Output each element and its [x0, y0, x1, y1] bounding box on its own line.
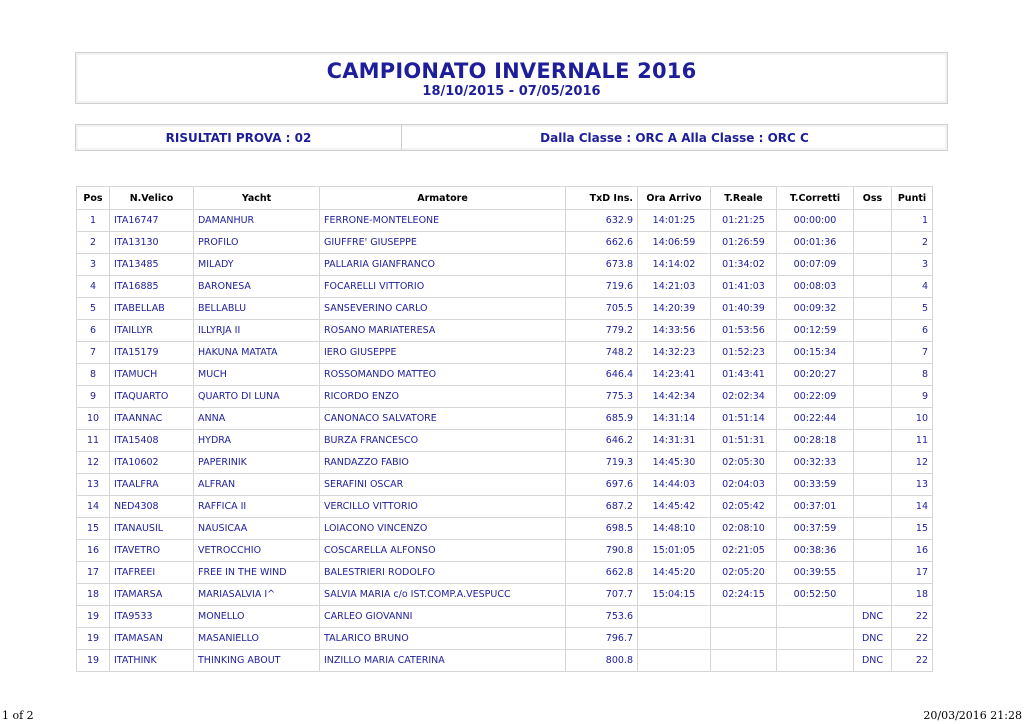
cell-notes [854, 408, 892, 430]
cell-txd: 632.9 [566, 210, 638, 232]
cell-corrected: 00:09:32 [777, 298, 854, 320]
cell-owner: IERO GIUSEPPE [320, 342, 566, 364]
table-row [77, 474, 933, 496]
cell-real-time: 02:05:30 [711, 452, 777, 474]
table-row [77, 496, 933, 518]
cell-txd: 719.3 [566, 452, 638, 474]
cell-txd: 698.5 [566, 518, 638, 540]
cell-real-time: 02:21:05 [711, 540, 777, 562]
cell-owner: COSCARELLA ALFONSO [320, 540, 566, 562]
cell-owner: ROSSOMANDO MATTEO [320, 364, 566, 386]
cell-sail-number: ITAQUARTO [110, 386, 194, 408]
cell-corrected: 00:08:03 [777, 276, 854, 298]
cell-points: 5 [892, 298, 933, 320]
table-row [77, 452, 933, 474]
cell-pos: 19 [77, 606, 110, 628]
cell-arrival: 14:45:30 [638, 452, 711, 474]
col-header-real-time: T.Reale [711, 187, 777, 210]
table-row [77, 650, 933, 672]
cell-txd: 673.8 [566, 254, 638, 276]
col-header-sail-number: N.Velico [110, 187, 194, 210]
cell-pos: 3 [77, 254, 110, 276]
info-box [75, 124, 948, 151]
cell-real-time [711, 628, 777, 650]
cell-sail-number: ITA15408 [110, 430, 194, 452]
col-header-points: Punti [892, 187, 933, 210]
cell-owner: TALARICO BRUNO [320, 628, 566, 650]
cell-yacht: VETROCCHIO [194, 540, 320, 562]
cell-points: 3 [892, 254, 933, 276]
cell-txd: 753.6 [566, 606, 638, 628]
cell-real-time: 02:05:42 [711, 496, 777, 518]
cell-txd: 662.6 [566, 232, 638, 254]
cell-arrival: 15:04:15 [638, 584, 711, 606]
cell-points: 17 [892, 562, 933, 584]
cell-points: 15 [892, 518, 933, 540]
cell-corrected: 00:22:44 [777, 408, 854, 430]
col-header-arrival: Ora Arrivo [638, 187, 711, 210]
cell-points: 14 [892, 496, 933, 518]
cell-pos: 9 [77, 386, 110, 408]
cell-txd: 800.8 [566, 650, 638, 672]
cell-notes [854, 320, 892, 342]
race-result-label: RISULTATI PROVA : 02 [76, 125, 402, 150]
cell-arrival: 14:33:56 [638, 320, 711, 342]
cell-notes [854, 210, 892, 232]
cell-notes [854, 298, 892, 320]
cell-corrected: 00:39:55 [777, 562, 854, 584]
cell-sail-number: ITANAUSIL [110, 518, 194, 540]
cell-corrected: 00:20:27 [777, 364, 854, 386]
cell-yacht: HYDRA [194, 430, 320, 452]
cell-owner: BALESTRIERI RODOLFO [320, 562, 566, 584]
cell-notes [854, 232, 892, 254]
cell-sail-number: ITAANNAC [110, 408, 194, 430]
cell-points: 11 [892, 430, 933, 452]
cell-pos: 18 [77, 584, 110, 606]
cell-owner: CANONACO SALVATORE [320, 408, 566, 430]
cell-yacht: THINKING ABOUT [194, 650, 320, 672]
cell-notes: DNC [854, 606, 892, 628]
cell-arrival: 14:44:03 [638, 474, 711, 496]
col-header-yacht: Yacht [194, 187, 320, 210]
cell-notes [854, 474, 892, 496]
cell-corrected: 00:22:09 [777, 386, 854, 408]
cell-yacht: RAFFICA II [194, 496, 320, 518]
cell-notes [854, 518, 892, 540]
col-header-owner: Armatore [320, 187, 566, 210]
cell-points: 2 [892, 232, 933, 254]
table-row [77, 540, 933, 562]
cell-txd: 685.9 [566, 408, 638, 430]
cell-real-time [711, 606, 777, 628]
cell-points: 4 [892, 276, 933, 298]
table-header-row [77, 187, 933, 210]
cell-arrival: 14:31:14 [638, 408, 711, 430]
cell-corrected [777, 650, 854, 672]
cell-sail-number: ITA13485 [110, 254, 194, 276]
cell-arrival [638, 650, 711, 672]
cell-arrival: 14:23:41 [638, 364, 711, 386]
cell-sail-number: NED4308 [110, 496, 194, 518]
cell-real-time: 01:40:39 [711, 298, 777, 320]
cell-owner: FOCARELLI VITTORIO [320, 276, 566, 298]
col-header-pos: Pos [77, 187, 110, 210]
table-row [77, 430, 933, 452]
cell-notes [854, 496, 892, 518]
cell-yacht: QUARTO DI LUNA [194, 386, 320, 408]
cell-pos: 5 [77, 298, 110, 320]
cell-owner: INZILLO MARIA CATERINA [320, 650, 566, 672]
cell-pos: 8 [77, 364, 110, 386]
cell-owner: RANDAZZO FABIO [320, 452, 566, 474]
cell-points: 22 [892, 606, 933, 628]
cell-real-time: 01:52:23 [711, 342, 777, 364]
cell-corrected: 00:00:00 [777, 210, 854, 232]
cell-points: 10 [892, 408, 933, 430]
cell-corrected: 00:12:59 [777, 320, 854, 342]
cell-sail-number: ITATHINK [110, 650, 194, 672]
cell-owner: RICORDO ENZO [320, 386, 566, 408]
cell-points: 13 [892, 474, 933, 496]
cell-txd: 790.8 [566, 540, 638, 562]
cell-real-time: 01:41:03 [711, 276, 777, 298]
cell-notes [854, 452, 892, 474]
cell-yacht: MUCH [194, 364, 320, 386]
cell-yacht: ANNA [194, 408, 320, 430]
cell-corrected: 00:32:33 [777, 452, 854, 474]
cell-txd: 697.6 [566, 474, 638, 496]
cell-notes [854, 562, 892, 584]
table-row [77, 518, 933, 540]
cell-real-time: 02:02:34 [711, 386, 777, 408]
cell-sail-number: ITA16885 [110, 276, 194, 298]
cell-corrected [777, 628, 854, 650]
cell-arrival: 15:01:05 [638, 540, 711, 562]
cell-yacht: PROFILO [194, 232, 320, 254]
cell-pos: 19 [77, 650, 110, 672]
cell-pos: 13 [77, 474, 110, 496]
cell-arrival: 14:45:42 [638, 496, 711, 518]
cell-pos: 17 [77, 562, 110, 584]
cell-sail-number: ITA13130 [110, 232, 194, 254]
col-header-txd: TxD Ins. [566, 187, 638, 210]
cell-pos: 15 [77, 518, 110, 540]
results-body [77, 210, 933, 672]
cell-real-time: 02:08:10 [711, 518, 777, 540]
cell-real-time: 01:34:02 [711, 254, 777, 276]
table-row [77, 628, 933, 650]
cell-points: 22 [892, 650, 933, 672]
date-range: 18/10/2015 - 07/05/2016 [422, 84, 601, 99]
cell-arrival: 14:14:02 [638, 254, 711, 276]
cell-pos: 4 [77, 276, 110, 298]
cell-corrected: 00:37:01 [777, 496, 854, 518]
cell-real-time: 02:24:15 [711, 584, 777, 606]
cell-txd: 687.2 [566, 496, 638, 518]
cell-corrected: 00:33:59 [777, 474, 854, 496]
table-row [77, 298, 933, 320]
cell-yacht: MARIASALVIA I^ [194, 584, 320, 606]
cell-sail-number: ITAMUCH [110, 364, 194, 386]
cell-owner: SANSEVERINO CARLO [320, 298, 566, 320]
cell-real-time: 01:53:56 [711, 320, 777, 342]
cell-owner: ROSANO MARIATERESA [320, 320, 566, 342]
cell-txd: 646.4 [566, 364, 638, 386]
cell-pos: 7 [77, 342, 110, 364]
table-row [77, 276, 933, 298]
cell-txd: 779.2 [566, 320, 638, 342]
cell-txd: 719.6 [566, 276, 638, 298]
cell-notes [854, 276, 892, 298]
cell-arrival: 14:20:39 [638, 298, 711, 320]
cell-txd: 705.5 [566, 298, 638, 320]
table-row [77, 320, 933, 342]
cell-arrival [638, 606, 711, 628]
cell-sail-number: ITA15179 [110, 342, 194, 364]
cell-txd: 775.3 [566, 386, 638, 408]
cell-txd: 662.8 [566, 562, 638, 584]
cell-notes [854, 430, 892, 452]
table-row [77, 232, 933, 254]
cell-notes [854, 386, 892, 408]
cell-yacht: MONELLO [194, 606, 320, 628]
header-box [75, 52, 948, 104]
cell-arrival: 14:21:03 [638, 276, 711, 298]
cell-real-time: 01:21:25 [711, 210, 777, 232]
cell-sail-number: ITA10602 [110, 452, 194, 474]
table-row [77, 386, 933, 408]
cell-yacht: NAUSICAA [194, 518, 320, 540]
table-row [77, 408, 933, 430]
cell-points: 8 [892, 364, 933, 386]
cell-arrival: 14:31:31 [638, 430, 711, 452]
cell-corrected [777, 606, 854, 628]
cell-pos: 1 [77, 210, 110, 232]
print-timestamp: 20/03/2016 21:28 [923, 709, 1022, 722]
table-row [77, 584, 933, 606]
cell-points: 18 [892, 584, 933, 606]
cell-real-time: 01:51:14 [711, 408, 777, 430]
cell-txd: 796.7 [566, 628, 638, 650]
cell-points: 7 [892, 342, 933, 364]
page-counter: 1 of 2 [2, 709, 34, 722]
cell-real-time: 01:51:31 [711, 430, 777, 452]
cell-pos: 11 [77, 430, 110, 452]
cell-yacht: ALFRAN [194, 474, 320, 496]
cell-yacht: MILADY [194, 254, 320, 276]
cell-arrival: 14:45:20 [638, 562, 711, 584]
cell-real-time: 02:05:20 [711, 562, 777, 584]
cell-points: 1 [892, 210, 933, 232]
cell-corrected: 00:37:59 [777, 518, 854, 540]
cell-sail-number: ITAALFRA [110, 474, 194, 496]
cell-pos: 10 [77, 408, 110, 430]
cell-sail-number: ITAILLYR [110, 320, 194, 342]
cell-txd: 646.2 [566, 430, 638, 452]
results-table [76, 186, 933, 672]
cell-real-time: 01:26:59 [711, 232, 777, 254]
cell-corrected: 00:28:18 [777, 430, 854, 452]
cell-pos: 12 [77, 452, 110, 474]
col-header-notes: Oss [854, 187, 892, 210]
table-row [77, 364, 933, 386]
table-row [77, 562, 933, 584]
cell-pos: 14 [77, 496, 110, 518]
cell-yacht: DAMANHUR [194, 210, 320, 232]
cell-points: 12 [892, 452, 933, 474]
cell-owner: FERRONE-MONTELEONE [320, 210, 566, 232]
page-title: CAMPIONATO INVERNALE 2016 [326, 59, 697, 83]
cell-arrival [638, 628, 711, 650]
table-row [77, 606, 933, 628]
cell-yacht: PAPERINIK [194, 452, 320, 474]
cell-pos: 2 [77, 232, 110, 254]
cell-corrected: 00:07:09 [777, 254, 854, 276]
cell-yacht: BELLABLU [194, 298, 320, 320]
cell-sail-number: ITABELLAB [110, 298, 194, 320]
cell-sail-number: ITAVETRO [110, 540, 194, 562]
table-row [77, 210, 933, 232]
cell-owner: SALVIA MARIA c/o IST.COMP.A.VESPUCC [320, 584, 566, 606]
cell-sail-number: ITAMARSA [110, 584, 194, 606]
cell-txd: 748.2 [566, 342, 638, 364]
cell-points: 9 [892, 386, 933, 408]
cell-arrival: 14:32:23 [638, 342, 711, 364]
cell-arrival: 14:06:59 [638, 232, 711, 254]
cell-points: 6 [892, 320, 933, 342]
table-row [77, 254, 933, 276]
cell-notes [854, 584, 892, 606]
cell-notes [854, 254, 892, 276]
cell-pos: 6 [77, 320, 110, 342]
cell-yacht: BARONESA [194, 276, 320, 298]
cell-owner: VERCILLO VITTORIO [320, 496, 566, 518]
cell-arrival: 14:01:25 [638, 210, 711, 232]
cell-notes [854, 342, 892, 364]
cell-real-time: 02:04:03 [711, 474, 777, 496]
cell-owner: PALLARIA GIANFRANCO [320, 254, 566, 276]
col-header-corrected: T.Corretti [777, 187, 854, 210]
cell-corrected: 00:38:36 [777, 540, 854, 562]
table-row [77, 342, 933, 364]
cell-arrival: 14:42:34 [638, 386, 711, 408]
cell-notes: DNC [854, 628, 892, 650]
cell-pos: 19 [77, 628, 110, 650]
cell-owner: GIUFFRE' GIUSEPPE [320, 232, 566, 254]
cell-yacht: FREE IN THE WIND [194, 562, 320, 584]
cell-points: 16 [892, 540, 933, 562]
cell-points: 22 [892, 628, 933, 650]
cell-real-time: 01:43:41 [711, 364, 777, 386]
cell-sail-number: ITAFREEI [110, 562, 194, 584]
cell-corrected: 00:15:34 [777, 342, 854, 364]
cell-arrival: 14:48:10 [638, 518, 711, 540]
cell-sail-number: ITA9533 [110, 606, 194, 628]
cell-corrected: 00:01:36 [777, 232, 854, 254]
cell-sail-number: ITAMASAN [110, 628, 194, 650]
cell-owner: BURZA FRANCESCO [320, 430, 566, 452]
cell-owner: SERAFINI OSCAR [320, 474, 566, 496]
cell-notes [854, 364, 892, 386]
cell-txd: 707.7 [566, 584, 638, 606]
cell-real-time [711, 650, 777, 672]
cell-yacht: HAKUNA MATATA [194, 342, 320, 364]
cell-pos: 16 [77, 540, 110, 562]
cell-yacht: MASANIELLO [194, 628, 320, 650]
cell-owner: CARLEO GIOVANNI [320, 606, 566, 628]
cell-corrected: 00:52:50 [777, 584, 854, 606]
class-range-label: Dalla Classe : ORC A Alla Classe : ORC C [540, 130, 809, 145]
cell-sail-number: ITA16747 [110, 210, 194, 232]
cell-notes [854, 540, 892, 562]
cell-yacht: ILLYRJA II [194, 320, 320, 342]
cell-notes: DNC [854, 650, 892, 672]
cell-owner: LOIACONO VINCENZO [320, 518, 566, 540]
